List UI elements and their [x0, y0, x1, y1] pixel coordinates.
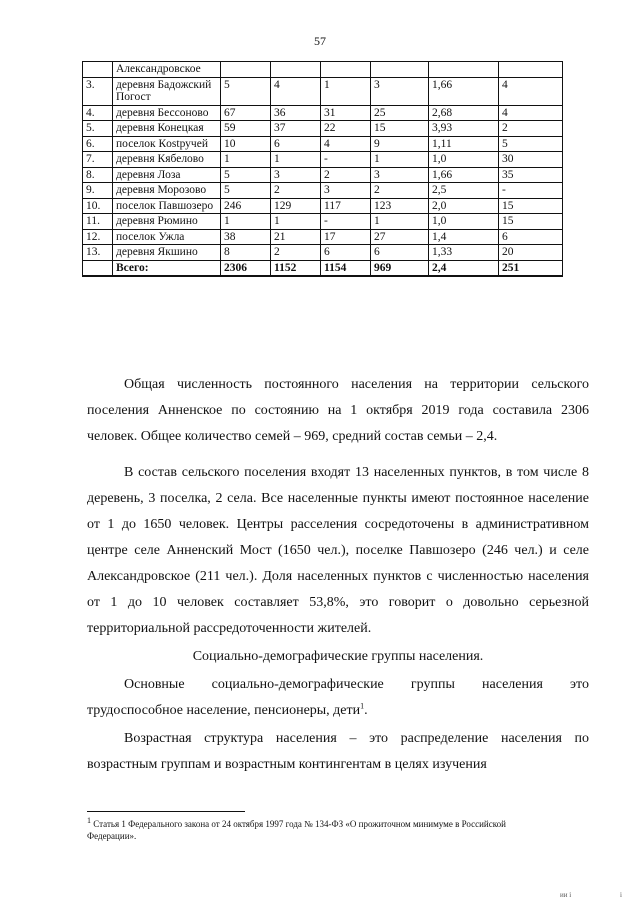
- table-cell: 2: [271, 245, 321, 261]
- table-cell: 1: [321, 77, 371, 105]
- table-cell: 8.: [83, 167, 113, 183]
- table-cell: 30: [499, 152, 563, 168]
- table-cell: [499, 62, 563, 78]
- table-cell: 1152: [271, 260, 321, 276]
- table-cell: 67: [221, 105, 271, 121]
- table-cell: [321, 62, 371, 78]
- table-total-row: [83, 260, 563, 276]
- table-cell: 1154: [321, 260, 371, 276]
- corner-mark-right: і: [620, 891, 622, 899]
- table-cell: 15: [371, 121, 429, 137]
- table-cell: 1,33: [429, 245, 499, 261]
- table-cell: [429, 62, 499, 78]
- table-cell: Александровское: [113, 62, 221, 78]
- table-cell: 10.: [83, 198, 113, 214]
- table-cell: 10: [221, 136, 271, 152]
- table-cell: 1: [221, 214, 271, 230]
- table-cell: 15: [499, 198, 563, 214]
- table-cell: 1,0: [429, 152, 499, 168]
- paragraph-groups: [87, 672, 589, 724]
- table-cell: 6: [321, 245, 371, 261]
- table-cell: 25: [371, 105, 429, 121]
- table-cell: 123: [371, 198, 429, 214]
- table-cell: -: [321, 214, 371, 230]
- table-cell: 5: [221, 167, 271, 183]
- table-cell: 7.: [83, 152, 113, 168]
- table-row: [83, 136, 563, 152]
- table-cell: деревня Лоза: [113, 167, 221, 183]
- table-cell: -: [499, 183, 563, 199]
- table-cell: -: [321, 152, 371, 168]
- table-cell: 3: [321, 183, 371, 199]
- table-cell: 3: [371, 77, 429, 105]
- settlements-table: [82, 61, 563, 277]
- table-cell: 4: [271, 77, 321, 105]
- table-cell: 27: [371, 229, 429, 245]
- table-row: [83, 121, 563, 137]
- table-cell: 22: [321, 121, 371, 137]
- footnote-mark: 1: [87, 816, 91, 825]
- table-row: [83, 77, 563, 105]
- table-cell: 31: [321, 105, 371, 121]
- table-cell: 2: [499, 121, 563, 137]
- table-row: [83, 152, 563, 168]
- table-cell: 2,0: [429, 198, 499, 214]
- table-row: [83, 62, 563, 78]
- footnote-divider: [87, 811, 245, 812]
- table-row: [83, 105, 563, 121]
- table-cell: деревня Морозово: [113, 183, 221, 199]
- table-cell: 2: [371, 183, 429, 199]
- table-cell: поселок Кostручей: [113, 136, 221, 152]
- table-cell: Всего:: [113, 260, 221, 276]
- table-cell: 5: [499, 136, 563, 152]
- table-cell: 5: [221, 77, 271, 105]
- corner-mark-left: ии і: [560, 891, 572, 899]
- section-heading: Социально-демографические группы населения.: [192, 649, 484, 664]
- table-cell: 1,66: [429, 77, 499, 105]
- page-number: 57: [314, 34, 326, 48]
- table-cell: деревня Кябелово: [113, 152, 221, 168]
- table-cell: 12.: [83, 229, 113, 245]
- table-cell: 2: [321, 167, 371, 183]
- table-cell: 4: [321, 136, 371, 152]
- table-cell: 1,66: [429, 167, 499, 183]
- body-text: [87, 372, 589, 778]
- table-row: [83, 167, 563, 183]
- table-cell: 117: [321, 198, 371, 214]
- paragraph-groups-text: Основные социально-демографические группы населения это трудоспособное население, пенсионеры, дети: [87, 677, 589, 718]
- table-cell: [271, 62, 321, 78]
- table-cell: поселок Ужла: [113, 229, 221, 245]
- table-cell: 246: [221, 198, 271, 214]
- footnote: [87, 818, 547, 842]
- table-cell: 4: [499, 77, 563, 105]
- table-cell: 20: [499, 245, 563, 261]
- table-cell: 2306: [221, 260, 271, 276]
- table-cell: 3,93: [429, 121, 499, 137]
- paragraph-groups-end: .: [364, 703, 368, 718]
- table-cell: 11.: [83, 214, 113, 230]
- table-cell: [371, 62, 429, 78]
- table-cell: 15: [499, 214, 563, 230]
- table-cell: 1: [371, 214, 429, 230]
- footnote-reference: 1: [360, 701, 365, 711]
- table-row: [83, 183, 563, 199]
- table-cell: 251: [499, 260, 563, 276]
- table-cell: 969: [371, 260, 429, 276]
- table-row: [83, 229, 563, 245]
- table-cell: 35: [499, 167, 563, 183]
- table-cell: 1: [271, 214, 321, 230]
- table-cell: 13.: [83, 245, 113, 261]
- table-cell: 17: [321, 229, 371, 245]
- table-cell: поселок Павшозеро: [113, 198, 221, 214]
- table-cell: 6: [371, 245, 429, 261]
- table-row: [83, 198, 563, 214]
- table-row: [83, 245, 563, 261]
- table-cell: деревня Бессоново: [113, 105, 221, 121]
- table-cell: 9.: [83, 183, 113, 199]
- table-cell: 2,68: [429, 105, 499, 121]
- footnote-text: Статья 1 Федерального закона от 24 октября 1997 года № 134-ФЗ «О прожиточном минимуме в Российской Федерации».: [87, 819, 506, 841]
- table-cell: 1: [221, 152, 271, 168]
- table-row: [83, 214, 563, 230]
- table-cell: [83, 260, 113, 276]
- table-cell: 2: [271, 183, 321, 199]
- table-cell: 129: [271, 198, 321, 214]
- paragraph-population: Общая численность постоянного населения на территории сельского поселения Анненское по состоянию на 1 октября 2019 года составила 2306 человек. Общее количество семей – 969, средний состав семьи – 2,4.: [87, 377, 589, 444]
- table-cell: 6.: [83, 136, 113, 152]
- table-cell: 2,4: [429, 260, 499, 276]
- table-cell: [83, 62, 113, 78]
- table-cell: 1: [371, 152, 429, 168]
- table-cell: 6: [499, 229, 563, 245]
- table-cell: 6: [271, 136, 321, 152]
- table-cell: 59: [221, 121, 271, 137]
- table-cell: 8: [221, 245, 271, 261]
- table-cell: деревня Якшино: [113, 245, 221, 261]
- table-cell: 38: [221, 229, 271, 245]
- table-cell: 36: [271, 105, 321, 121]
- table-cell: 1,11: [429, 136, 499, 152]
- table-cell: 4: [499, 105, 563, 121]
- table-cell: 3: [271, 167, 321, 183]
- table-cell: 3: [371, 167, 429, 183]
- table-cell: [221, 62, 271, 78]
- table-cell: 5: [221, 183, 271, 199]
- table-cell: 2,5: [429, 183, 499, 199]
- table-cell: 1,4: [429, 229, 499, 245]
- table-cell: 9: [371, 136, 429, 152]
- table-cell: деревня Бадожский Погост: [113, 77, 221, 105]
- table-cell: деревня Конецкая: [113, 121, 221, 137]
- table-cell: 1: [271, 152, 321, 168]
- table-cell: 4.: [83, 105, 113, 121]
- table-cell: 5.: [83, 121, 113, 137]
- table-cell: деревня Рюмино: [113, 214, 221, 230]
- table-cell: 21: [271, 229, 321, 245]
- table-cell: 37: [271, 121, 321, 137]
- paragraph-settlements: В состав сельского поселения входят 13 населенных пунктов, в том числе 8 деревень, 3 поселка, 2 села. Все населенные пункты имеют постоянное население от 1 до 1650 человек. Центры расселения сосредоточены в административном центре селе Анненский Мост (1650 чел.), поселке Павшозеро (246 чел.) и селе Александровское (211 чел.). Доля населенных пунктов с численностью населения от 1 до 10 человек составляет 53,8%, это говорит о довольно серьезной территориальной рассредоточенности жителей.: [87, 465, 589, 636]
- table-cell: 3.: [83, 77, 113, 105]
- paragraph-age-structure: Возрастная структура населения – это распределение населения по возрастным группам и возрастным контингентам в целях изучения: [87, 731, 589, 772]
- table-cell: 1,0: [429, 214, 499, 230]
